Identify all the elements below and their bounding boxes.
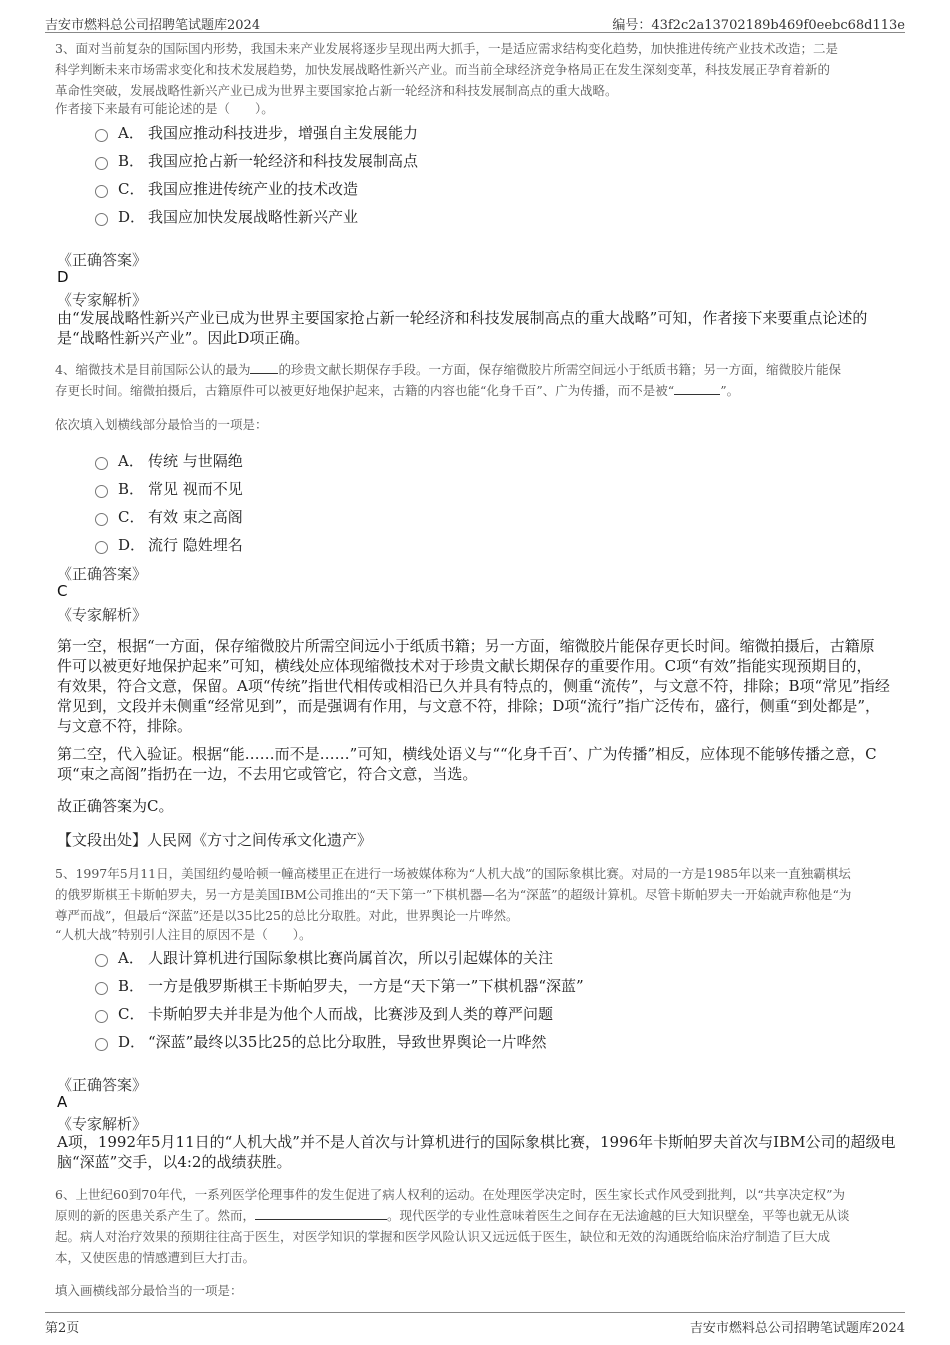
q4-answer-label: 《正确答案》 [57, 565, 148, 583]
q3-option-a[interactable]: A． 我国应推动科技进步，增强自主发展能力 [95, 122, 418, 144]
q4-analysis-p2 [57, 744, 907, 784]
q3-option-d[interactable]: D． 我国应加快发展战略性新兴产业 [95, 206, 358, 228]
blank-2 [674, 394, 720, 395]
radio-icon[interactable] [95, 485, 108, 498]
radio-icon[interactable] [95, 954, 108, 967]
q6-stem-line: 本，又使医患的情感遭到巨大打击。 [55, 1250, 256, 1265]
radio-icon[interactable] [95, 1010, 108, 1023]
q4-option-b[interactable]: B． 常见 视而不见 [95, 478, 243, 500]
radio-icon[interactable] [95, 541, 108, 554]
q4-prompt: 依次填入划横线部分最恰当的一项是： [55, 417, 268, 432]
q5-analysis-line: 脑“深蓝”交手，以4:2的战绩获胜。 [57, 1153, 292, 1171]
q3-stem-line: 3、面对当前复杂的国际国内形势，我国未来产业发展将逐步呈现出两大抓手，一是适应需求结构变化趋势，加快推进传统产业技术改造；二是 [55, 41, 838, 56]
q5-analysis-line: A项，1992年5月11日的“人机大战”并不是人首次与计算机进行的国际象棋比赛，1996年卡斯帕罗夫首次与IBM公司的超级电 [57, 1133, 896, 1151]
q3-analysis-line: 是“战略性新兴产业”。因此D项正确。 [57, 329, 310, 347]
q3-prompt: 作者接下来最有可能论述的是（ ）。 [55, 101, 274, 116]
q4-stem: 4、缩微技术是目前国际公认的最为 的珍贵文献长期保存手段。一方面，保存缩微胶片所需空间远小于纸质书籍；另一方面，缩微胶片能保 存更长时间。缩微拍摄后，古籍原件可以被更好地保护起来，古籍的内容也能“化身千百”、广为传播，而不是被“ ”。 [55, 362, 841, 398]
q4-analysis-line: 有效果，符合文意，保留。A项“传统”指世代相传或相沿已久并具有特点的，侧重“流传”，与文意不符，排除；B项“常见”指经 [57, 677, 890, 695]
q6-prompt: 填入画横线部分最恰当的一项是： [55, 1283, 243, 1298]
q6-stem-line: 起。病人对治疗效果的预期往往高于医生，对医学知识的掌握和医学风险认识又远远低于医生，缺位和无效的沟通既给临床治疗制造了巨大成 [55, 1229, 831, 1244]
q4-analysis-line: 第二空，代入验证。根据“能……而不是……”可知，横线处语义与““化身千百’、广为传播”相反，应体现不能够传播之意，C [57, 745, 877, 763]
radio-icon[interactable] [95, 129, 108, 142]
q5-analysis-label: 《专家解析》 [57, 1115, 148, 1133]
q5-stem-line: 的俄罗斯棋王卡斯帕罗夫，另一方是美国IBM公司推出的“天下第一”下棋机器—名为“深蓝”的超级计算机。尽管卡斯帕罗夫一开始就声称他是“为 [55, 887, 852, 902]
q3-analysis-label: 《专家解析》 [57, 291, 148, 309]
page-footer [45, 1312, 905, 1335]
q5-answer: A [57, 1093, 68, 1111]
q4-answer: C [57, 582, 68, 600]
q4-analysis-line: 项“束之高阁”指扔在一边，不去用它或管它，符合文意，当选。 [57, 765, 478, 783]
q6-stem-line: 6、上世纪60到70年代，一系列医学伦理事件的发生促进了病人权利的运动。在处理医学决定时，医生家长式作风受到批判，以“共享决定权”为 [55, 1187, 846, 1202]
q5-prompt: “人机大战”特别引人注目的原因不是（ ）。 [55, 927, 312, 942]
blank-1 [250, 373, 278, 374]
q3-stem [55, 38, 905, 101]
q3-stem-line: 科学判断未来市场需求变化和技术发展趋势，加快发展战略性新兴产业。而当前全球经济竞争格局正在发生深刻变革，科技发展正孕育着新的 [55, 62, 831, 77]
radio-icon[interactable] [95, 213, 108, 226]
q6-stem: 6、上世纪60到70年代，一系列医学伦理事件的发生促进了病人权利的运动。在处理医学决定时，医生家长式作风受到批判，以“共享决定权”为 原则的新的医患关系产生了。然而， 。现代医学的专业性意味着医生之间存在无法逾越的巨大知识壁垒，平等也就无从谈 起。病人对治疗效果的预期往往高于医生，对医学知识的掌握和医学风险认识又远远低于医生，缺位和无效的沟通既给临床治疗制造了巨大成 本，又使医患的情感遭到巨大打击。 [55, 1184, 915, 1268]
q5-answer-label: 《正确答案》 [57, 1076, 148, 1094]
radio-icon[interactable] [95, 982, 108, 995]
q4-analysis-label: 《专家解析》 [57, 606, 148, 624]
q5-stem [55, 863, 915, 926]
footer-title: 吉安市燃料总公司招聘笔试题库2024 [689, 1321, 905, 1336]
blank-1 [255, 1219, 387, 1220]
q4-analysis-line: 与文意不符，排除。 [57, 717, 193, 735]
q3-option-c[interactable]: C． 我国应推进传统产业的技术改造 [95, 178, 358, 200]
q4-analysis-line: 第一空，根据“一方面，保存缩微胶片所需空间远小于纸质书籍；另一方面，缩微胶片能保存更长时间。缩微拍摄后，古籍原 [57, 637, 875, 655]
radio-icon[interactable] [95, 457, 108, 470]
q5-option-b[interactable]: B． 一方是俄罗斯棋王卡斯帕罗夫，一方是“天下第一”下棋机器“深蓝” [95, 975, 584, 997]
q4-option-d[interactable]: D． 流行 隐姓埋名 [95, 534, 243, 556]
radio-icon[interactable] [95, 157, 108, 170]
radio-icon[interactable] [95, 513, 108, 526]
q5-analysis [57, 1132, 907, 1172]
q5-option-a[interactable]: A． 人跟计算机进行国际象棋比赛尚属首次，所以引起媒体的关注 [95, 947, 553, 969]
q4-analysis-line: 常见到，文段并未侧重“经常见到”，而是强调有作用，与文意不符，排除；D项“流行”指广泛传布，盛行，侧重“到处都是”， [57, 697, 881, 715]
q5-stem-line: 5、1997年5月11日，美国纽约曼哈顿一幢高楼里正在进行一场被媒体称为“人机大战”的国际象棋比赛。对局的一方是1985年以来一直独霸棋坛 [55, 866, 851, 881]
q5-stem-line: 尊严而战”，但最后“深蓝”还是以35比25的总比分取胜。对此，世界舆论一片哗然。 [55, 908, 519, 923]
q4-option-a[interactable]: A． 传统 与世隔绝 [95, 450, 243, 472]
q3-answer-label: 《正确答案》 [57, 251, 148, 269]
q5-option-d[interactable]: D． “深蓝”最终以35比25的总比分取胜，导致世界舆论一片哗然 [95, 1031, 547, 1053]
q4-source: 【文段出处】人民网《方寸之间传承文化遗产》 [57, 831, 373, 849]
q4-analysis-p1 [57, 636, 907, 736]
page-number: 第2页 [45, 1321, 80, 1336]
q3-stem-line: 革命性突破，发展战略性新兴产业已成为世界主要国家抢占新一轮经济和科技发展制高点的重大战略。 [55, 83, 618, 98]
q3-analysis-line: 由“发展战略性新兴产业已成为世界主要国家抢占新一轮经济和科技发展制高点的重大战略”可知，作者接下来要重点论述的 [57, 309, 868, 327]
q3-answer: D [57, 268, 69, 286]
q4-conclusion: 故正确答案为C。 [57, 797, 174, 815]
q4-option-c[interactable]: C． 有效 束之高阁 [95, 506, 243, 528]
radio-icon[interactable] [95, 185, 108, 198]
q5-option-c[interactable]: C． 卡斯帕罗夫并非是为他个人而战，比赛涉及到人类的尊严问题 [95, 1003, 553, 1025]
page-header [45, 10, 905, 33]
q4-analysis-line: 件可以被更好地保护起来”可知，横线处应体现缩微技术对于珍贵文献长期保存的重要作用。C项“有效”指能实现预期目的， [57, 657, 872, 675]
q3-option-b[interactable]: B． 我国应抢占新一轮经济和科技发展制高点 [95, 150, 418, 172]
header-code: 编号：43f2c2a13702189b469f0eebc68d113e [612, 18, 905, 33]
header-title: 吉安市燃料总公司招聘笔试题库2024 [45, 18, 261, 33]
radio-icon[interactable] [95, 1038, 108, 1051]
q3-analysis [57, 308, 907, 348]
